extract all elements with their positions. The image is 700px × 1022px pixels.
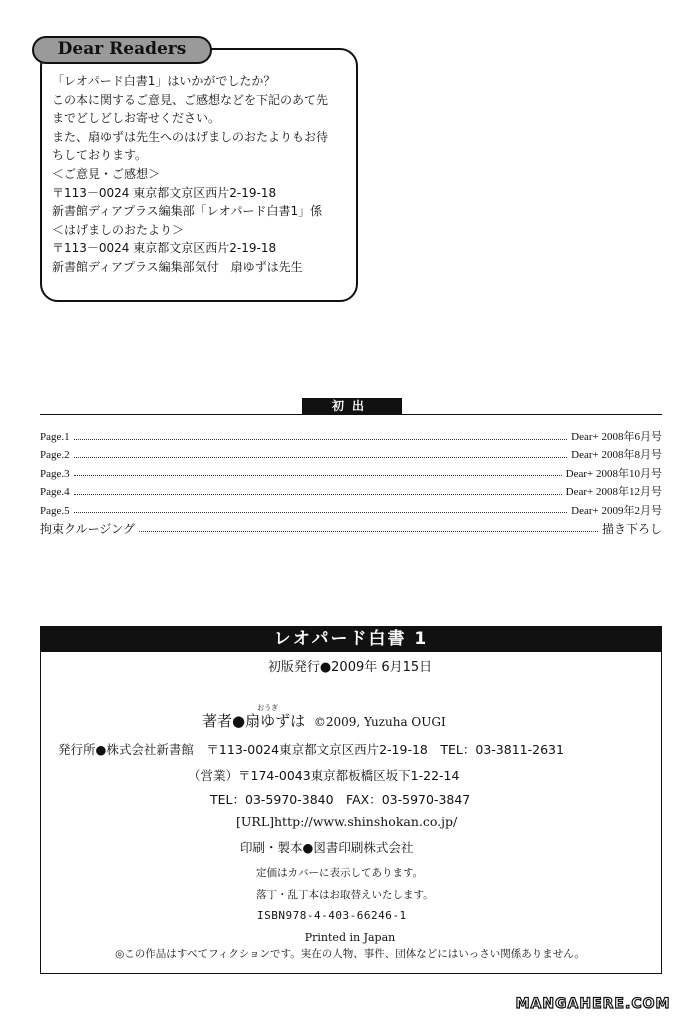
first-appearance-row xyxy=(40,446,662,464)
source-issue: Dear+ 2009年2月号 xyxy=(571,504,662,517)
author-name: 扇ゆずは xyxy=(245,712,306,730)
publisher-url[interactable]: [URL]http://www.shinshokan.co.jp/ xyxy=(236,814,458,829)
first-appearance-row xyxy=(40,465,662,483)
author-name-wrap xyxy=(245,704,306,730)
readers-text xyxy=(52,72,352,277)
story-title: Page.4 xyxy=(40,486,70,499)
readers-line: 〒113－0024 東京都文京区西片2-19-18 xyxy=(52,241,277,256)
readers-line: この本に関するご意見、ご感想などを下記のあて先 xyxy=(52,92,329,107)
readers-line: 新書館ディアプラス編集部気付 扇ゆずは先生 xyxy=(52,259,303,274)
price-note: 定価はカバーに表示してあります。 xyxy=(256,867,424,879)
source-issue: Dear+ 2008年6月号 xyxy=(571,431,662,443)
story-title: Page.5 xyxy=(40,504,70,517)
colophon-box xyxy=(40,652,662,974)
readers-line: ＜ご意見・ご感想＞ xyxy=(52,166,161,181)
story-title: 拘束クルージング xyxy=(40,521,135,536)
readers-line: ちしております。 xyxy=(52,148,148,163)
readers-line: また、扇ゆずは先生へのはげましのおたよりもお待 xyxy=(52,129,329,144)
printer-line: 印刷・製本●図書印刷株式会社 xyxy=(240,840,414,855)
dot-leader xyxy=(74,512,568,513)
story-title: Page.1 xyxy=(40,431,70,443)
first-appearance-title: 初出 xyxy=(302,398,402,415)
isbn: ISBN978-4-403-66246-1 xyxy=(257,909,407,922)
author-label: 著者● xyxy=(202,712,246,730)
first-appearance-row xyxy=(40,520,662,538)
first-appearance-rule xyxy=(40,414,662,415)
book-title: レオパード白書 1 xyxy=(40,626,662,652)
first-appearance-row xyxy=(40,502,662,520)
printed-in-japan: Printed in Japan xyxy=(304,931,396,944)
author-line xyxy=(202,704,446,731)
first-appearance-list xyxy=(40,428,662,538)
dot-leader xyxy=(74,494,562,495)
source-issue: Dear+ 2008年8月号 xyxy=(571,449,662,462)
source-issue: 描き下ろし xyxy=(601,521,662,536)
dot-leader xyxy=(139,531,598,532)
sales-phone: TEL：03-5970-3840 FAX：03-5970-3847 xyxy=(210,792,471,807)
first-edition-date: 初版発行●2009年 6月15日 xyxy=(267,660,433,675)
first-appearance-row xyxy=(40,483,662,501)
replace-note: 落丁・乱丁本はお取替えいたします。 xyxy=(256,889,434,901)
source-issue: Dear+ 2008年12月号 xyxy=(565,486,662,499)
readers-line: ＜はげましのおたより＞ xyxy=(52,222,185,237)
author-ruby: おうぎ xyxy=(257,704,279,712)
story-title: Page.2 xyxy=(40,449,70,462)
readers-line: 新書館ディアプラス編集部「レオパード白書1」係 xyxy=(52,204,323,219)
watermark-logo: MANGAHERE.COM xyxy=(508,994,678,1014)
readers-line: までどしどしお寄せください。 xyxy=(52,111,221,126)
fiction-note: ◎この作品はすべてフィクションです。実在の人物、事件、団体などにはいっさい関係ありません。 xyxy=(115,948,585,960)
dot-leader xyxy=(74,457,568,458)
source-issue: Dear+ 2008年10月号 xyxy=(565,467,662,480)
dot-leader xyxy=(74,439,568,440)
copyright: ©2009, Yuzuha OUGI xyxy=(313,715,446,729)
readers-title: Dear Readers xyxy=(32,36,212,64)
sales-address: （営業）〒174-0043東京都板橋区坂下1-22-14 xyxy=(188,768,460,783)
dot-leader xyxy=(74,475,562,476)
story-title: Page.3 xyxy=(40,467,70,480)
first-appearance-row xyxy=(40,428,662,446)
readers-line: 〒113－0024 東京都文京区西片2-19-18 xyxy=(52,185,277,200)
publisher-line: 発行所●株式会社新書館 〒113-0024東京都文京区西片2-19-18 TEL：03-3811-2631 xyxy=(58,742,564,757)
readers-line: 「レオパード白書1」はいかがでしたか？ xyxy=(52,74,276,88)
